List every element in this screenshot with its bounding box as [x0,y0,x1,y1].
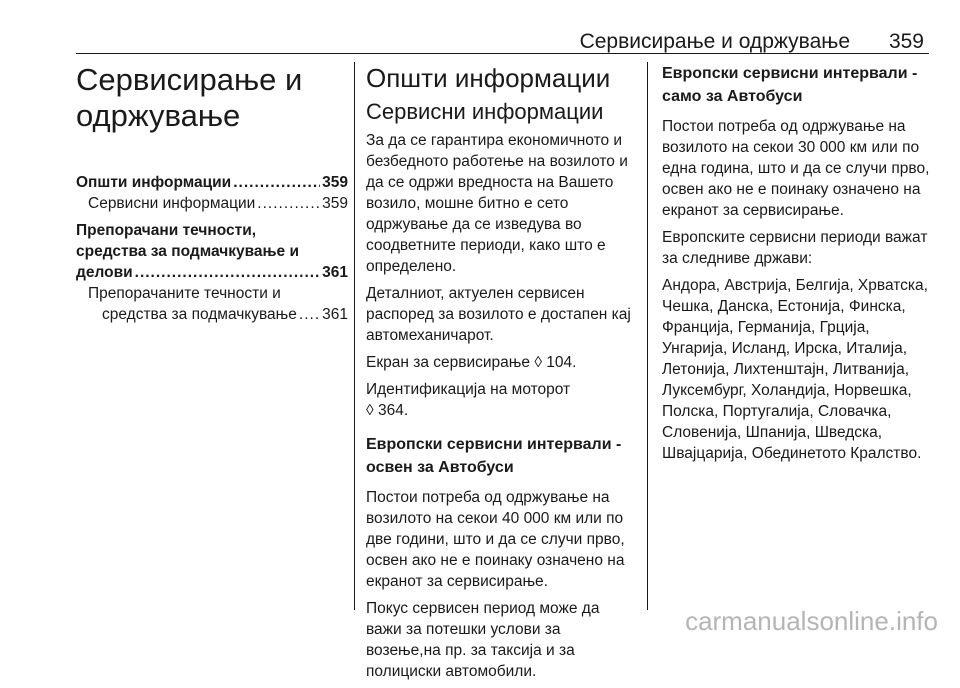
toc-entry-fluids[interactable]: Препорачани течности, средства за подмачкување и делови ..... 361 [76,220,348,283]
paragraph: Постои потреба од одржување на возилото на секои 30 000 км или по една година, што и да се случи прво, освен ако не е поинаку означено на екранот за сервисирање. [662,118,930,219]
toc-entry-service-info[interactable]: Сервисни информации ..... 359 [76,193,348,214]
toc-page: 361 [322,264,348,281]
subheading: Европски сервисни интервали - само за Автобуси [662,65,918,105]
toc-entry-recommended-fluids[interactable]: Препорачаните течности и средства за подмачкување ..... 361 [76,283,348,325]
toc-page: 359 [322,195,348,212]
chapter-title: Сервисирање и одржување [76,62,303,133]
column-divider-1 [354,62,355,610]
toc-page: 359 [322,174,348,191]
country-list: Андора, Австрија, Белгија, Хрватска, Чешка, Данска, Естонија, Финска, Франција, Германија, Грција, Унгарија, Исланд, Ирска, Италија, Летонија, Лихтенштајн, Литванија, Луксембург, Холандија, Норвешка, Полска, Португалија, Словачка, Словенија, Шпанија, Шведска, Швајцарија, Обединетото Кралство. [662,277,928,462]
subsection-heading: Сервисни информации [366,99,604,124]
cross-reference[interactable]: Екран за сервисирање ◊ 104. [366,354,577,371]
header-rule [76,53,929,54]
section-heading: Општи информации [366,63,611,93]
toc-page: 361 [322,306,348,323]
column-divider-2 [647,62,648,610]
paragraph: Покус сервисен период може да важи за потешки услови за возење,на пр. за таксија и за полициски автомобили. [366,600,600,680]
page-number: 359 [888,30,924,53]
watermark: carmanualsonline.info [685,606,938,636]
paragraph: Европските сервисни периоди важат за следниве држави: [662,229,928,267]
cross-reference[interactable]: Идентификација на моторот ◊ 364. [366,381,571,419]
paragraph: За да се гарантира економичното и безбедното работење на возилото и да се одржи вредноста на Вашето возило, мошне битно е сето одржување да се изведува во соодветните периоди, како што е определено. [366,132,628,275]
toc-column [76,62,348,325]
content-column-3 [662,62,930,470]
content-column-2 [366,62,636,688]
subheading: Европски сервисни интервали - освен за Автобуси [366,436,622,476]
page-header [0,28,960,56]
paragraph: Постои потреба од одржување на возилото на секои 40 000 км или по две години, што и да се случи прво, освен ако не е поинаку означено на екранот за сервисирање. [366,489,625,590]
toc-entry-general[interactable]: Општи информации ..... 359 [76,172,348,193]
paragraph: Деталниот, актуелен сервисен распоред за возилото е достапен кај автомеханичарот. [366,285,631,344]
running-header-title: Сервисирање и одржување [579,30,850,53]
